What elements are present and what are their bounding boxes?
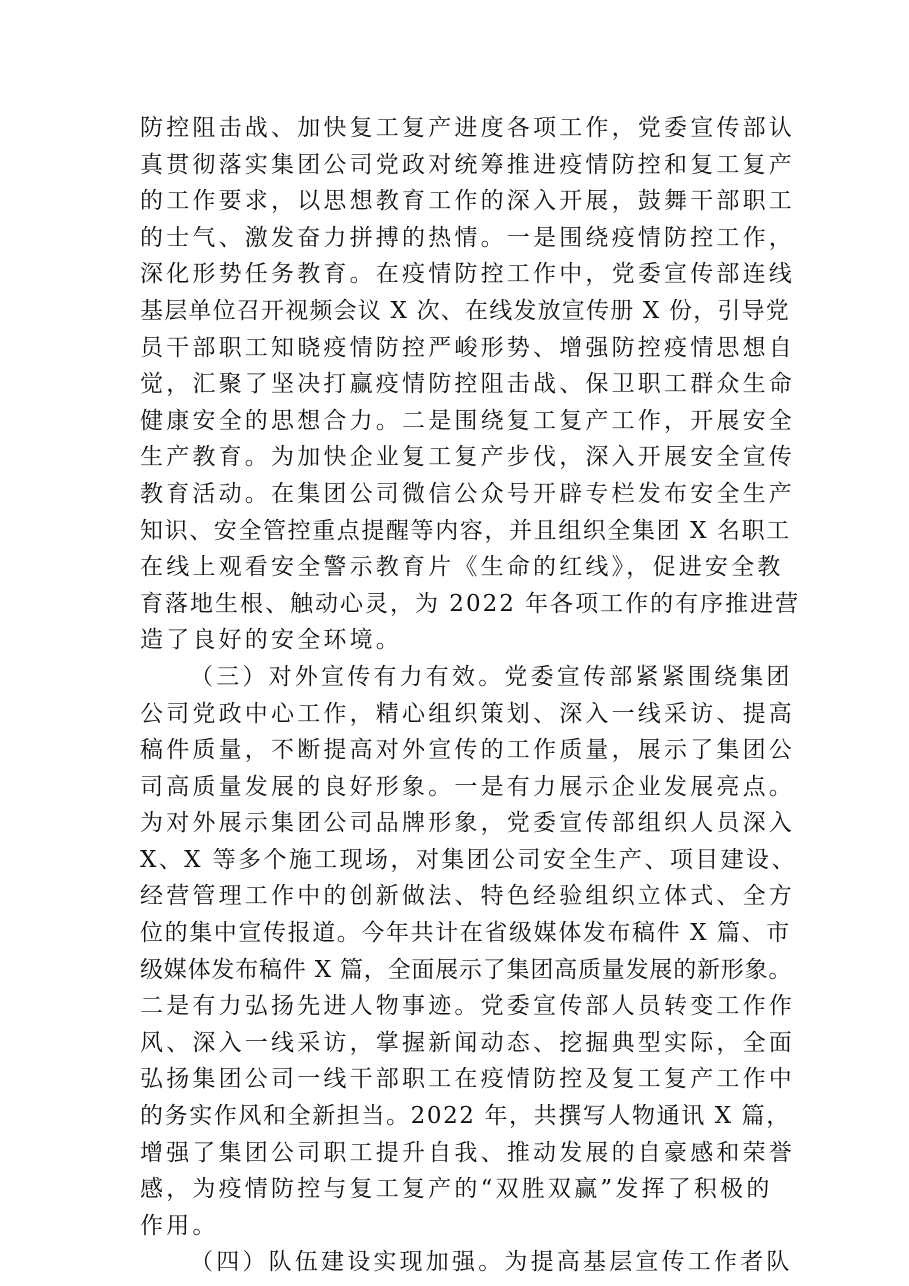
text-line: 作用。 xyxy=(140,1212,219,1239)
text-line: 二是有力弘扬先进人物事迹。党委宣传部人员转变工作作 xyxy=(140,993,795,1020)
text-line: 稿件质量，不断提高对外宣传的工作质量，展示了集团公 xyxy=(140,737,795,764)
text-line: 风、深入一线采访，掌握新闻动态、挖掘典型实际，全面 xyxy=(140,1029,795,1056)
text-line: 增强了集团公司职工提升自我、推动发展的自豪感和荣誉 xyxy=(140,1139,795,1166)
text-line: 司高质量发展的良好形象。一是有力展示企业发展亮点。 xyxy=(140,773,795,800)
text-line: 感，为疫情防控与复工复产的“双胜双赢”发挥了积极的 xyxy=(140,1176,773,1203)
section-heading-line: （三）对外宣传有力有效。党委宣传部紧紧围绕集团 xyxy=(190,663,793,690)
text-line: 真贯彻落实集团公司党政对统筹推进疫情防控和复工复产 xyxy=(140,151,795,178)
section-heading-line: （四）队伍建设实现加强。为提高基层宣传工作者队 xyxy=(190,1249,793,1276)
text-line: 经营管理工作中的创新做法、特色经验组织立体式、全方 xyxy=(140,883,795,910)
text-line: 防控阻击战、加快复工复产进度各项工作，党委宣传部认 xyxy=(140,115,795,141)
text-line: 在线上观看安全警示教育片《生命的红线》，促进安全教 xyxy=(140,554,784,581)
text-line: 生产教育。为加快企业复工复产步伐，深入开展安全宣传 xyxy=(140,444,795,471)
text-line: 为对外展示集团公司品牌形象，党委宣传部组织人员深入 xyxy=(140,810,795,837)
text-line: 觉，汇聚了坚决打赢疫情防控阻击战、保卫职工群众生命 xyxy=(140,371,795,398)
body-text xyxy=(140,110,800,1281)
text-line: 健康安全的思想合力。二是围绕复工复产工作，开展安全 xyxy=(140,407,795,434)
text-line: 员干部职工知晓疫情防控严峻形势、增强防控疫情思想自 xyxy=(140,334,795,361)
text-line: 的务实作风和全新担当。2022 年，共撰写人物通讯 X 篇， xyxy=(140,1103,791,1130)
text-line: 弘扬集团公司一线干部职工在疫情防控及复工复产工作中 xyxy=(140,1066,795,1093)
text-line: 深化形势任务教育。在疫情防控工作中，党委宣传部连线 xyxy=(140,261,795,288)
text-line: 知识、安全管控重点提醒等内容，并且组织全集团 X 名职工 xyxy=(140,517,791,544)
text-line: 的士气、激发奋力拼搏的热情。一是围绕疫情防控工作， xyxy=(140,224,795,251)
text-line: 级媒体发布稿件 X 篇，全面展示了集团高质量发展的新形象。 xyxy=(140,956,793,983)
text-line: 基层单位召开视频会议 X 次、在线发放宣传册 X 份，引导党 xyxy=(140,297,790,324)
text-line: 的工作要求，以思想教育工作的深入开展，鼓舞干部职工 xyxy=(140,188,795,215)
text-line: 教育活动。在集团公司微信公众号开辟专栏发布安全生产 xyxy=(140,480,795,507)
text-line: X、X 等多个施工现场，对集团公司安全生产、项目建设、 xyxy=(140,846,797,873)
text-line: 育落地生根、触动心灵，为 2022 年各项工作的有序推进营 xyxy=(140,590,801,617)
text-line: 公司党政中心工作，精心组织策划、深入一线采访、提高 xyxy=(140,700,795,727)
text-line: 造了良好的安全环境。 xyxy=(140,627,402,654)
text-line: 位的集中宣传报道。今年共计在省级媒体发布稿件 X 篇、市 xyxy=(140,920,791,947)
